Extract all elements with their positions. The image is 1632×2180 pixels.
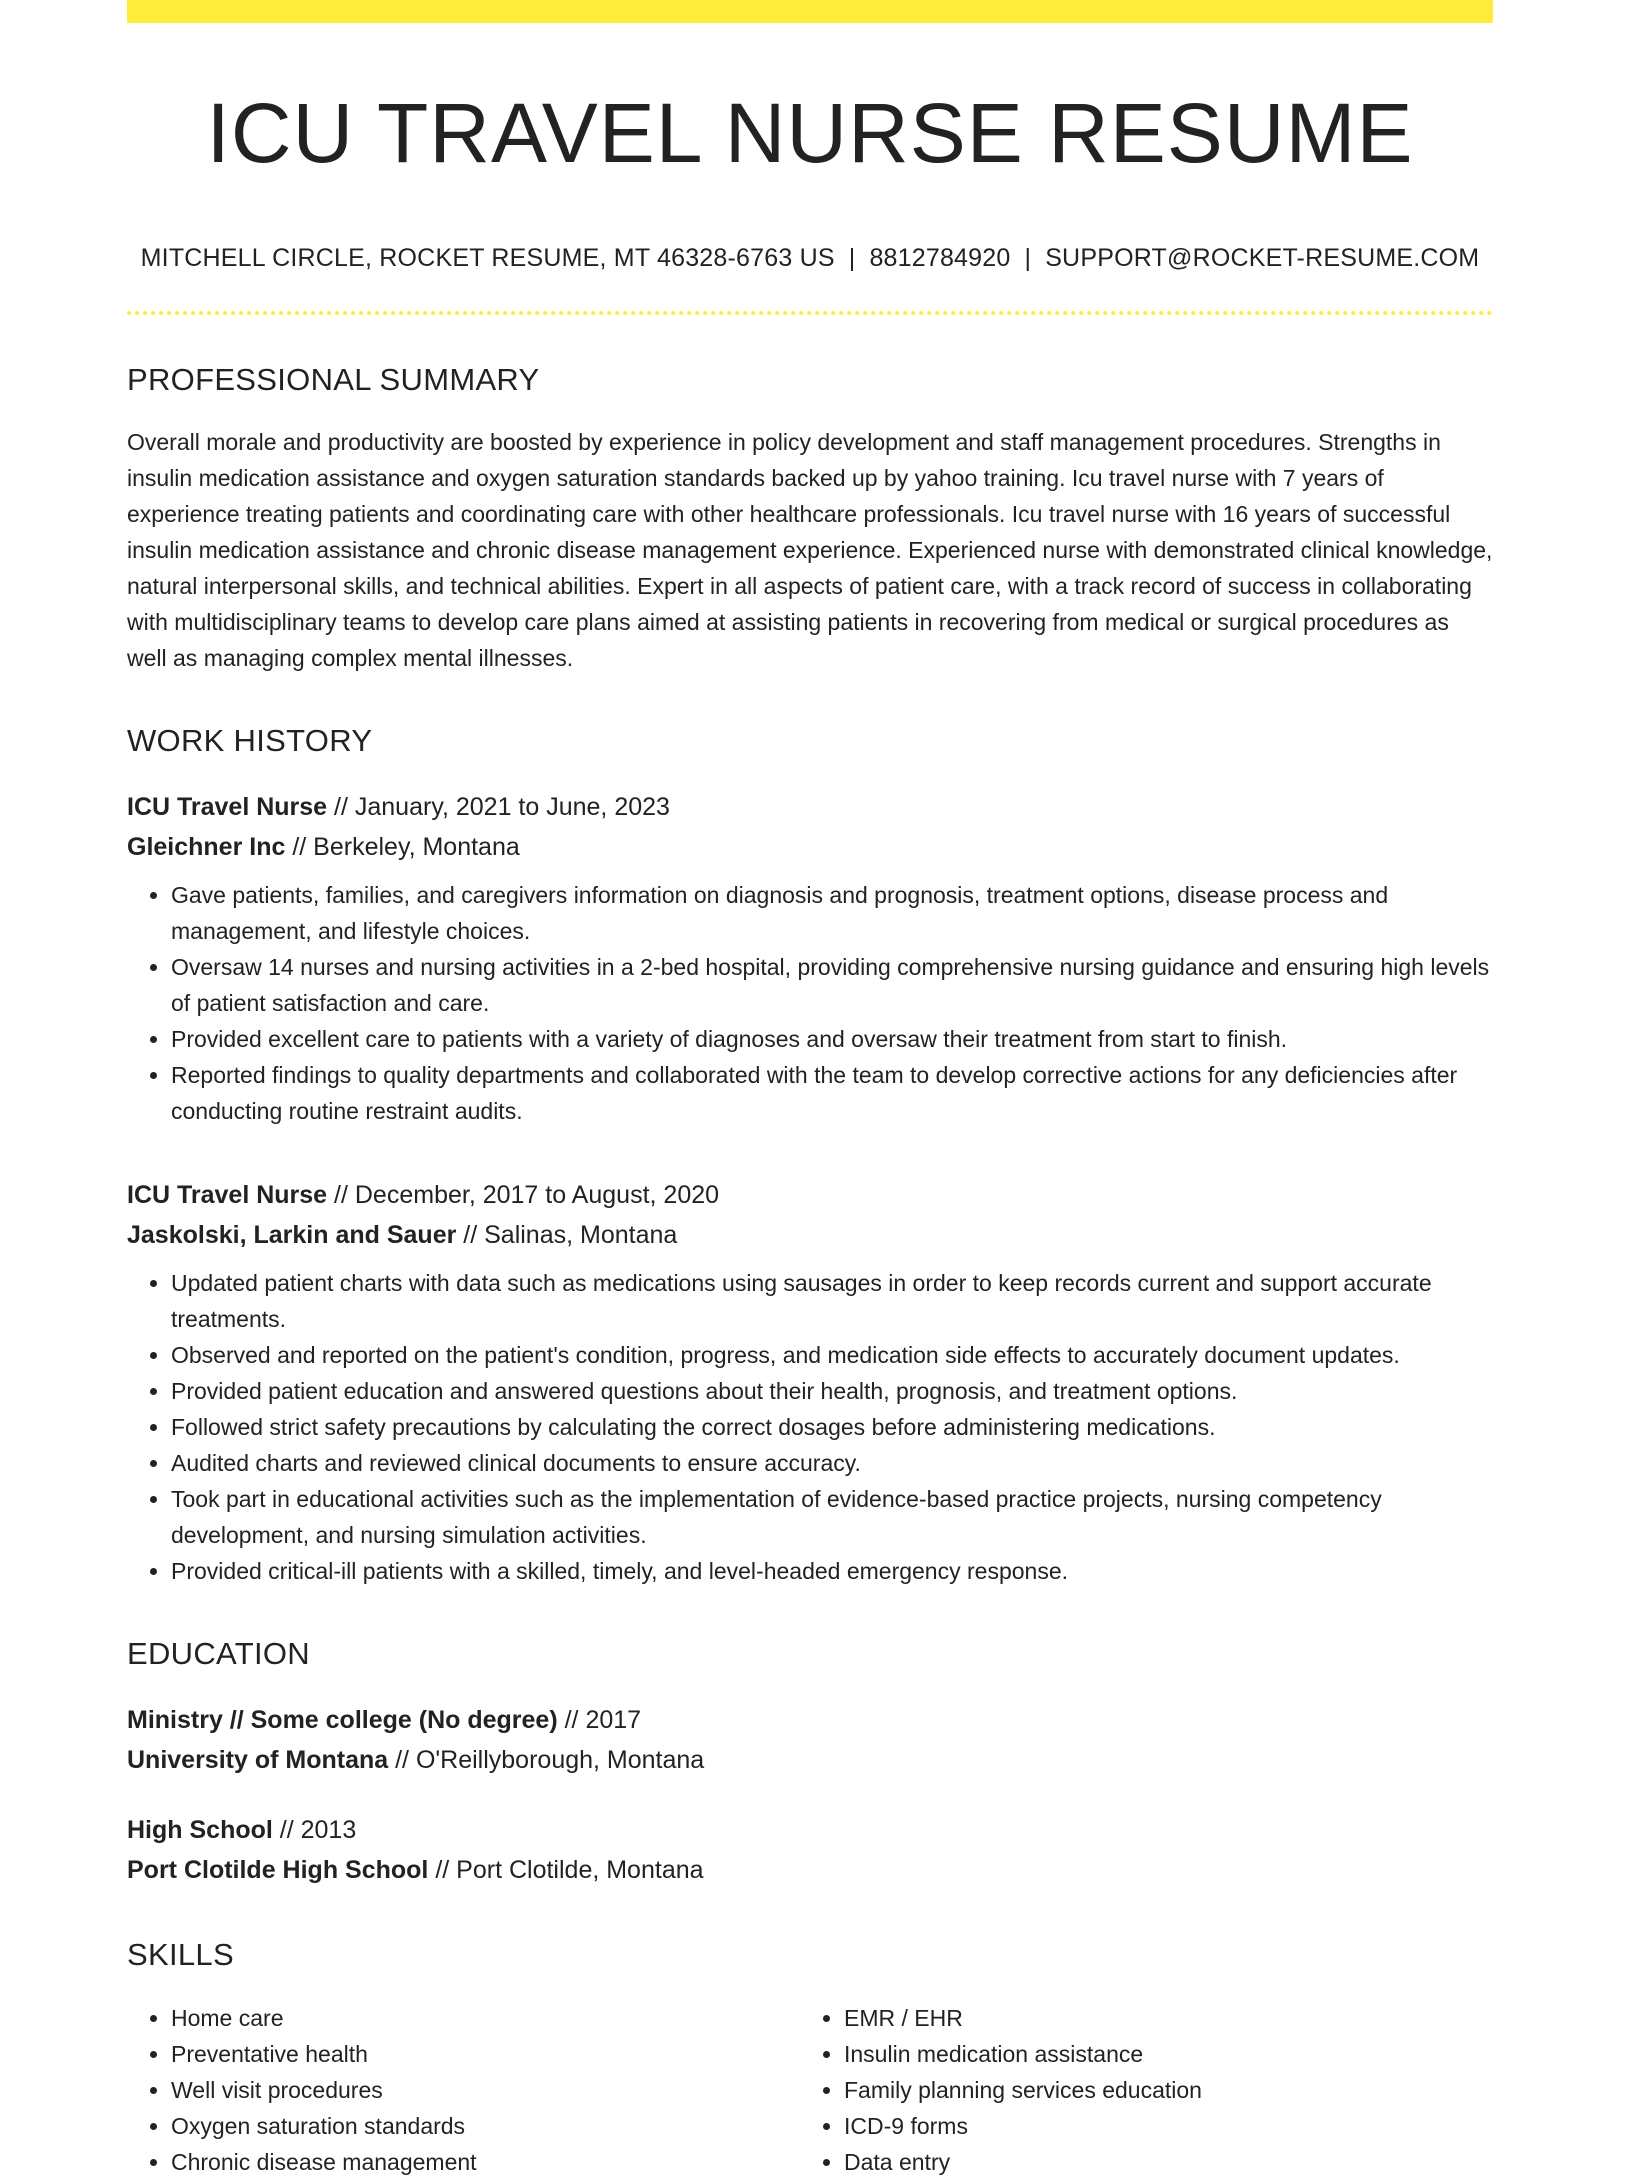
- skill-item: • Insulin medication assistance: [844, 2036, 1473, 2072]
- skill-item: • ICD-9 forms: [844, 2108, 1473, 2144]
- skill-item: • Family planning services education: [844, 2072, 1473, 2108]
- job-bullets: [127, 1265, 1493, 1589]
- skills-list: [127, 2000, 1493, 2180]
- skill-item: • Oxygen saturation standards: [171, 2108, 800, 2144]
- job-entry: [127, 1175, 1493, 1589]
- education-degree: High School: [127, 1816, 273, 1845]
- skill-item: • Preventative health: [171, 2036, 800, 2072]
- job-bullet: • Updated patient charts with data such as medications using sausages in order to keep records current and support accurate treatments.: [171, 1265, 1493, 1337]
- job-company: Gleichner Inc: [127, 833, 286, 862]
- job-bullet: • Oversaw 14 nurses and nursing activities in a 2-bed hospital, providing comprehensive nursing guidance and ensuring high levels of patient satisfaction and care.: [171, 949, 1493, 1021]
- job-title: ICU Travel Nurse: [127, 793, 328, 822]
- skill-item: • Home care: [171, 2000, 800, 2036]
- skills-column-left: [127, 2000, 800, 2180]
- dotted-divider: [127, 311, 1493, 315]
- skill-item: • Well visit procedures: [171, 2072, 800, 2108]
- education-degree-line: [127, 1700, 1493, 1740]
- job-bullet: • Observed and reported on the patient's condition, progress, and medication side effects to accurately document updates.: [171, 1337, 1493, 1373]
- job-bullet: • Reported findings to quality departments and collaborated with the team to develop corrective actions for any deficiencies after conducting routine restraint audits.: [171, 1057, 1493, 1129]
- education-entry: [127, 1810, 1493, 1890]
- job-title-line: [127, 1175, 1493, 1215]
- skills-column-right: [800, 2000, 1473, 2180]
- skill-item: • Data entry: [844, 2144, 1473, 2180]
- job-dates: // December, 2017 to August, 2020: [327, 1181, 720, 1210]
- skills-heading: SKILLS: [127, 1937, 234, 1973]
- education-degree-line: [127, 1810, 1493, 1850]
- contact-phone: 8812784920: [869, 243, 1011, 272]
- education-school: Port Clotilde High School: [127, 1856, 429, 1885]
- education-entry: [127, 1700, 1493, 1780]
- skill-item: • Chronic disease management: [171, 2144, 800, 2180]
- job-bullet: • Gave patients, families, and caregivers information on diagnosis and prognosis, treatment options, disease process and management, and lifestyle choices.: [171, 877, 1493, 949]
- job-title-line: [127, 787, 1493, 827]
- job-company-line: [127, 827, 1493, 867]
- resume-page: [127, 0, 1493, 2180]
- education-year: // 2013: [272, 1816, 357, 1845]
- education-year: // 2017: [557, 1706, 642, 1735]
- accent-top-bar: [127, 0, 1493, 23]
- job-bullet: • Provided excellent care to patients with a variety of diagnoses and oversaw their treatment from start to finish.: [171, 1021, 1493, 1057]
- work-history-heading: WORK HISTORY: [127, 722, 373, 758]
- education-heading: EDUCATION: [127, 1636, 310, 1672]
- contact-line: [127, 244, 1493, 273]
- education-school-line: [127, 1740, 1493, 1780]
- education-school: University of Montana: [127, 1746, 389, 1775]
- education-location: // Port Clotilde, Montana: [428, 1856, 704, 1885]
- job-company: Jaskolski, Larkin and Sauer: [127, 1221, 457, 1250]
- job-bullet: • Took part in educational activities such as the implementation of evidence-based practice projects, nursing competency development, and nursing simulation activities.: [171, 1481, 1493, 1553]
- job-dates: // January, 2021 to June, 2023: [327, 793, 670, 822]
- job-bullet: • Provided critical-ill patients with a skilled, timely, and level-headed emergency response.: [171, 1553, 1493, 1589]
- contact-email: SUPPORT@ROCKET-RESUME.COM: [1045, 243, 1480, 272]
- job-location: // Berkeley, Montana: [285, 833, 520, 862]
- job-bullet: • Provided patient education and answered questions about their health, prognosis, and treatment options.: [171, 1373, 1493, 1409]
- job-bullet: • Followed strict safety precautions by calculating the correct dosages before administering medications.: [171, 1409, 1493, 1445]
- skill-item: • EMR / EHR: [844, 2000, 1473, 2036]
- contact-separator: |: [848, 243, 856, 272]
- summary-text: Overall morale and productivity are boosted by experience in policy development and staff management procedures. Strengths in insulin medication assistance and oxygen saturation standards backed up by yahoo training. Icu travel nurse with 7 years of experience treating patients and coordinating care with other healthcare professionals. Icu travel nurse with 16 years of successful insulin medication assistance and chronic disease management experience. Experienced nurse with demonstrated clinical knowledge, natural interpersonal skills, and technical abilities. Expert in all aspects of patient care, with a track record of success in collaborating with multidisciplinary teams to develop care plans aimed at assisting patients in recovering from medical or surgical procedures as well as managing complex mental illnesses.: [127, 428, 1493, 671]
- summary-heading: PROFESSIONAL SUMMARY: [127, 361, 540, 397]
- contact-address: MITCHELL CIRCLE, ROCKET RESUME, MT 46328-6763 US: [140, 243, 835, 272]
- education-location: // O'Reillyborough, Montana: [388, 1746, 705, 1775]
- education-degree: Ministry // Some college (No degree): [127, 1706, 558, 1735]
- job-entry: [127, 787, 1493, 1129]
- job-bullet: • Audited charts and reviewed clinical documents to ensure accuracy.: [171, 1445, 1493, 1481]
- job-title: ICU Travel Nurse: [127, 1181, 328, 1210]
- job-bullets: [127, 877, 1493, 1129]
- education-school-line: [127, 1850, 1493, 1890]
- job-location: // Salinas, Montana: [456, 1221, 678, 1250]
- job-company-line: [127, 1215, 1493, 1255]
- resume-title: ICU TRAVEL NURSE RESUME: [206, 86, 1414, 180]
- contact-separator: |: [1024, 243, 1032, 272]
